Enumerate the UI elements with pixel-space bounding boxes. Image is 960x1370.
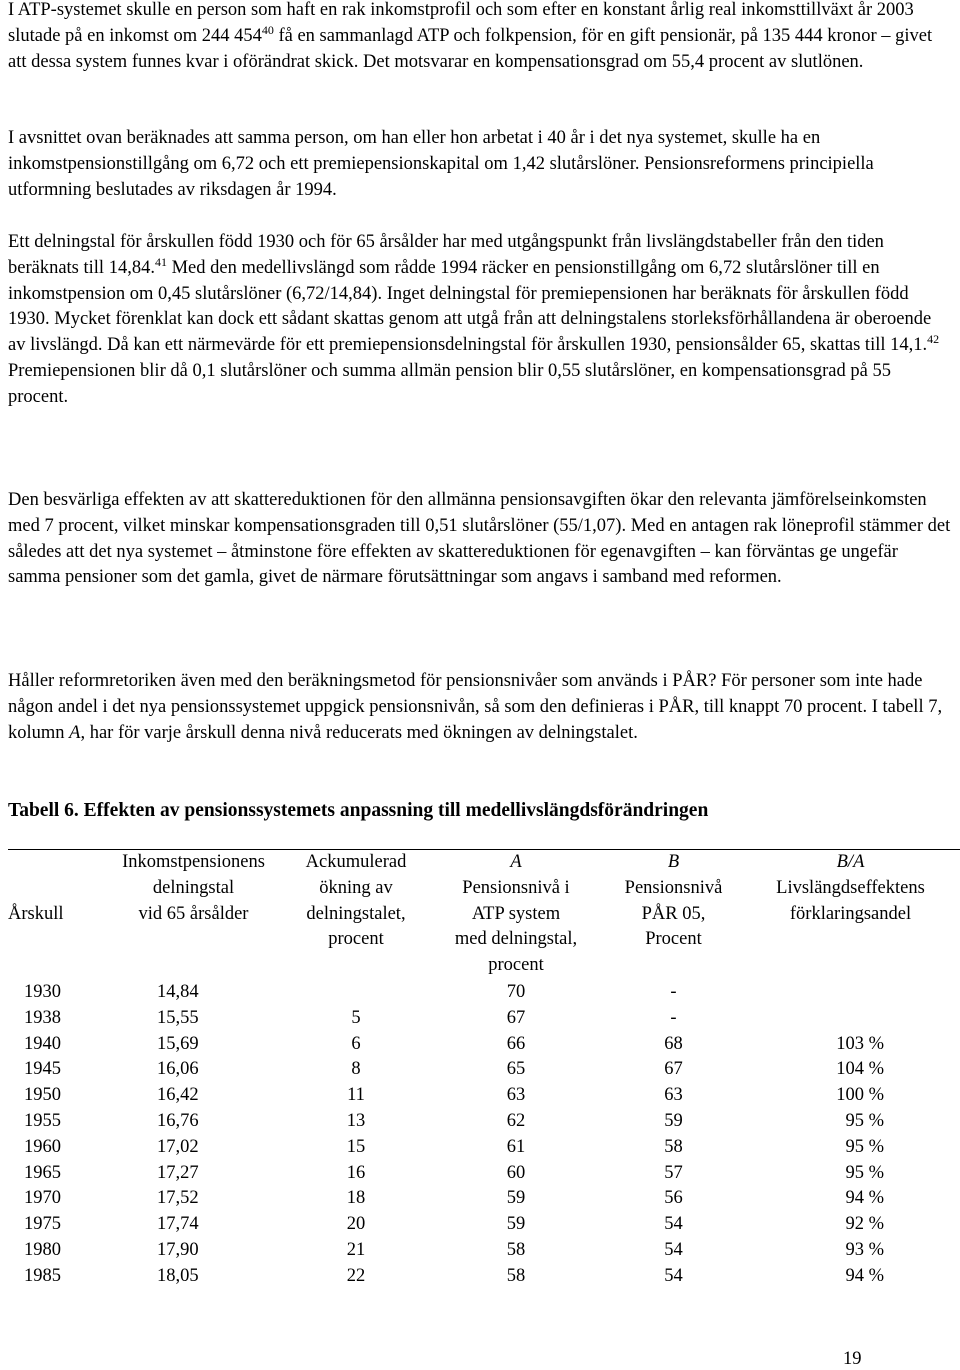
- paragraph-text: Premiepensionen blir då 0,1 slutårslöner och summa allmän pension blir 0,55 slutårslöner, en kompensationsgrad på 55 procent.: [8, 360, 891, 407]
- table-cell: [741, 1006, 960, 1032]
- table-cell: 13: [346, 1110, 366, 1131]
- table-cell: 93 %: [845, 1239, 884, 1260]
- column-header-line: förklaringsandel: [789, 903, 912, 924]
- table-cell: 1985: [24, 1265, 61, 1286]
- table-cell: 95 %: [845, 1136, 884, 1157]
- column-header-line: delningstalet,: [306, 903, 406, 924]
- table-cell: 16,42: [157, 1085, 199, 1106]
- paragraph-text: Håller reformretoriken även med den beräkningsmetod för pensionsnivåer som används i PÅR? För personer som inte hade någon andel i det nya pensionssystemet uppgick pensionsnivån, så som den definieras i PÅR, till knappt 70 procent. I tabell 7, kolumn: [8, 671, 943, 743]
- table-cell: 17,74: [157, 1214, 199, 1235]
- table-cell: 14,84: [157, 982, 199, 1002]
- column-header-line: Livslängdseffektens: [776, 877, 925, 898]
- data-table: [8, 850, 960, 1290]
- table-cell: 20: [346, 1214, 366, 1235]
- column-header-0: [8, 850, 101, 980]
- table-cell: 59: [664, 1110, 683, 1131]
- paragraph-text: Ett delningstal för årskullen född 1930 och för 65 årsålder har med utgångspunkt från livslängdstabeller från den tiden beräknats till 14,84.: [8, 232, 884, 278]
- table-cell: 1960: [24, 1136, 61, 1157]
- footnote-ref-42[interactable]: 42: [927, 332, 940, 347]
- table-cell: 68: [664, 1033, 683, 1054]
- table-caption: Tabell 6. Effekten av pensionssystemets anpassning till medellivslängdsförändringen: [8, 800, 709, 821]
- table-cell: 1950: [24, 1085, 61, 1106]
- table-cell: 1930: [24, 982, 61, 1002]
- table-row: [8, 1083, 960, 1109]
- paragraph-text: I ATP-systemet skulle en person som haft en rak inkomstprofil och som efter en konstant årlig real inkomsttillväxt år 2003 slutade på en inkomst om 244 454: [8, 0, 914, 46]
- table-cell: 58: [506, 1239, 526, 1260]
- column-header-5: [741, 850, 960, 980]
- table-row: [8, 980, 960, 1006]
- table-body: [8, 980, 960, 1290]
- column-header-2: [286, 850, 426, 980]
- table-cell: 15,55: [157, 1007, 199, 1028]
- column-header-line: B: [667, 852, 680, 872]
- table-cell: 58: [506, 1265, 526, 1286]
- table-cell: 61: [506, 1136, 526, 1157]
- column-header-4: [606, 850, 741, 980]
- table-cell: 18: [346, 1188, 366, 1209]
- paragraph-new-system: I avsnittet ovan beräknades att samma person, om han eller hon arbetat i 40 år i det nya systemet, skulle ha en inkomstpensionstillgång om 6,72 och ett premiepensionskapital om 1,42 slutårslöner. Pensionsreformens principiella utformning beslutades av riksdagen år 1994.: [8, 128, 874, 200]
- table-cell: 100 %: [836, 1085, 884, 1106]
- table-cell: 57: [664, 1162, 683, 1183]
- table-cell: 16: [346, 1162, 366, 1183]
- table-cell: 59: [506, 1214, 526, 1235]
- table-cell: 59: [506, 1188, 526, 1209]
- table-cell: 1970: [24, 1188, 61, 1209]
- table-row: [8, 1186, 960, 1212]
- paragraph-text: , har för varje årskull denna nivå reducerats med ökningen av delningstalet.: [80, 722, 638, 743]
- table-cell: 54: [664, 1265, 683, 1286]
- table-cell: 8: [351, 1059, 361, 1080]
- column-header-line: Pensionsnivå i: [462, 877, 570, 898]
- table-cell: 18,05: [157, 1265, 199, 1286]
- table-cell: 5: [351, 1007, 361, 1028]
- table-cell: 1955: [24, 1110, 61, 1131]
- table-cell: [286, 980, 426, 1006]
- table-cell: 22: [346, 1265, 366, 1286]
- table-cell: 16,06: [157, 1059, 199, 1080]
- table-cell: 21: [346, 1239, 366, 1260]
- footnote-ref-41[interactable]: 41: [154, 254, 167, 269]
- column-header-line: ökning av: [319, 877, 393, 898]
- column-header-1: [101, 850, 286, 980]
- table-cell: 63: [506, 1085, 526, 1106]
- table-cell: 6: [351, 1033, 361, 1054]
- italic-column-ref: A: [69, 722, 81, 743]
- table-cell: 103 %: [836, 1033, 884, 1054]
- table-cell: 65: [506, 1059, 526, 1080]
- table-row: [8, 1032, 960, 1058]
- table-cell: 56: [664, 1188, 683, 1209]
- table-row: [8, 1006, 960, 1032]
- table-cell: [741, 980, 960, 1006]
- paragraph-reformretorik: [8, 669, 952, 746]
- column-header-line: Procent: [645, 929, 702, 950]
- footnote-ref-40[interactable]: 40: [261, 22, 274, 37]
- table-row: [8, 1109, 960, 1135]
- table-row: [8, 1057, 960, 1083]
- table-cell: 67: [506, 1007, 526, 1028]
- table-cell: 11: [347, 1085, 365, 1106]
- table-cell: 60: [506, 1162, 526, 1183]
- table-cell: 1940: [24, 1033, 61, 1054]
- paragraph-delningstal: [8, 230, 952, 411]
- table-cell: -: [670, 982, 677, 1002]
- table-cell: 17,27: [157, 1162, 199, 1183]
- table-cell: 54: [664, 1239, 683, 1260]
- paragraph-atp: [8, 0, 952, 75]
- column-header-line: PÅR 05,: [641, 903, 706, 924]
- table-row: [8, 1135, 960, 1161]
- table-cell: 94 %: [845, 1265, 884, 1286]
- table-cell: 66: [506, 1033, 526, 1054]
- table-cell: 15: [346, 1136, 366, 1157]
- table-cell: 1945: [24, 1059, 61, 1080]
- table-cell: 104 %: [836, 1059, 884, 1080]
- table-header-row: [8, 850, 960, 980]
- table-cell: 95 %: [845, 1162, 884, 1183]
- paragraph-text: Med den medellivslängd som rådde 1994 räcker en pensionstillgång om 6,72 slutårslöner till en inkomstpension om 0,45 slutårslöner (6,72/14,84). Inget delningstal för premiepensionen har beräknats för årskullen född 1930. Mycket förenklat kan dock ett sådant skattas genom att utgå från att delningstalens storleksförhållandena är oberoende av livslängd. Då kan ett närmevärde för ett premiepensionsdelningstal för årskullen 1930, pensionsålder 65, skattas till 14,1.: [8, 257, 932, 356]
- column-header-line: ATP system: [471, 903, 561, 924]
- table-row: [8, 1264, 960, 1290]
- table-cell: 94 %: [845, 1188, 884, 1209]
- table-cell: 17,02: [157, 1136, 199, 1157]
- table-cell: 92 %: [845, 1214, 884, 1235]
- column-header-line: Inkomstpensionens: [122, 852, 265, 872]
- table-row: [8, 1238, 960, 1264]
- column-header-line: med delningstal,: [454, 929, 578, 950]
- column-header-line: procent: [488, 955, 544, 976]
- table-cell: 54: [664, 1214, 683, 1235]
- table-cell: 70: [506, 982, 526, 1002]
- table-cell: 67: [664, 1059, 683, 1080]
- column-header-line: Ackumulerad: [305, 852, 407, 872]
- paragraph-skattereduktion: Den besvärliga effekten av att skattereduktionen för den allmänna pensionsavgiften ökar den relevanta jämförelseinkomsten med 7 procent, vilket minskar kompensationsgraden till 0,51 slutårslöner (55/1,07). Med en antagen rak löneprofil stämmer det således att det nya systemet – åtminstone före effekten av skattereduktionen för egenavgiften – kan förväntas ge ungefär samma pensioner som det gamla, givet de närmare förutsättningar som angavs i samband med reformen.: [8, 490, 951, 588]
- page-number: 19: [843, 1349, 862, 1369]
- table-cell: 1975: [24, 1214, 61, 1235]
- column-header-line: delningstal: [152, 877, 235, 898]
- paragraph-text: få en sammanlagd ATP och folkpension, för en gift pensionär, på 135 444 kronor – givet att dessa system funnes kvar i oförändrat skick. Det motsvarar en kompensationsgrad om 55,4 procent av slutlönen.: [8, 25, 933, 72]
- table-cell: 58: [664, 1136, 683, 1157]
- table-cell: 62: [506, 1110, 526, 1131]
- table-row: [8, 1161, 960, 1187]
- table-row: [8, 1212, 960, 1238]
- table-cell: -: [670, 1007, 677, 1028]
- table-cell: 1980: [24, 1239, 61, 1260]
- column-header-line: vid 65 årsålder: [138, 903, 249, 924]
- column-header-line: B/A: [836, 852, 865, 872]
- table-cell: 17,90: [157, 1239, 199, 1260]
- table-cell: 16,76: [157, 1110, 199, 1131]
- table-cell: 15,69: [157, 1033, 199, 1054]
- column-header-line: A: [510, 852, 522, 872]
- column-header-line: Pensionsnivå: [624, 877, 723, 898]
- table-cell: 63: [664, 1085, 683, 1106]
- column-header-3: [426, 850, 606, 980]
- column-header-line: procent: [328, 929, 384, 950]
- table-cell: 1938: [24, 1007, 61, 1028]
- table-cell: 1965: [24, 1162, 61, 1183]
- table-cell: 95 %: [845, 1110, 884, 1131]
- table-cell: 17,52: [157, 1188, 199, 1209]
- column-header-line: Årskull: [8, 904, 64, 925]
